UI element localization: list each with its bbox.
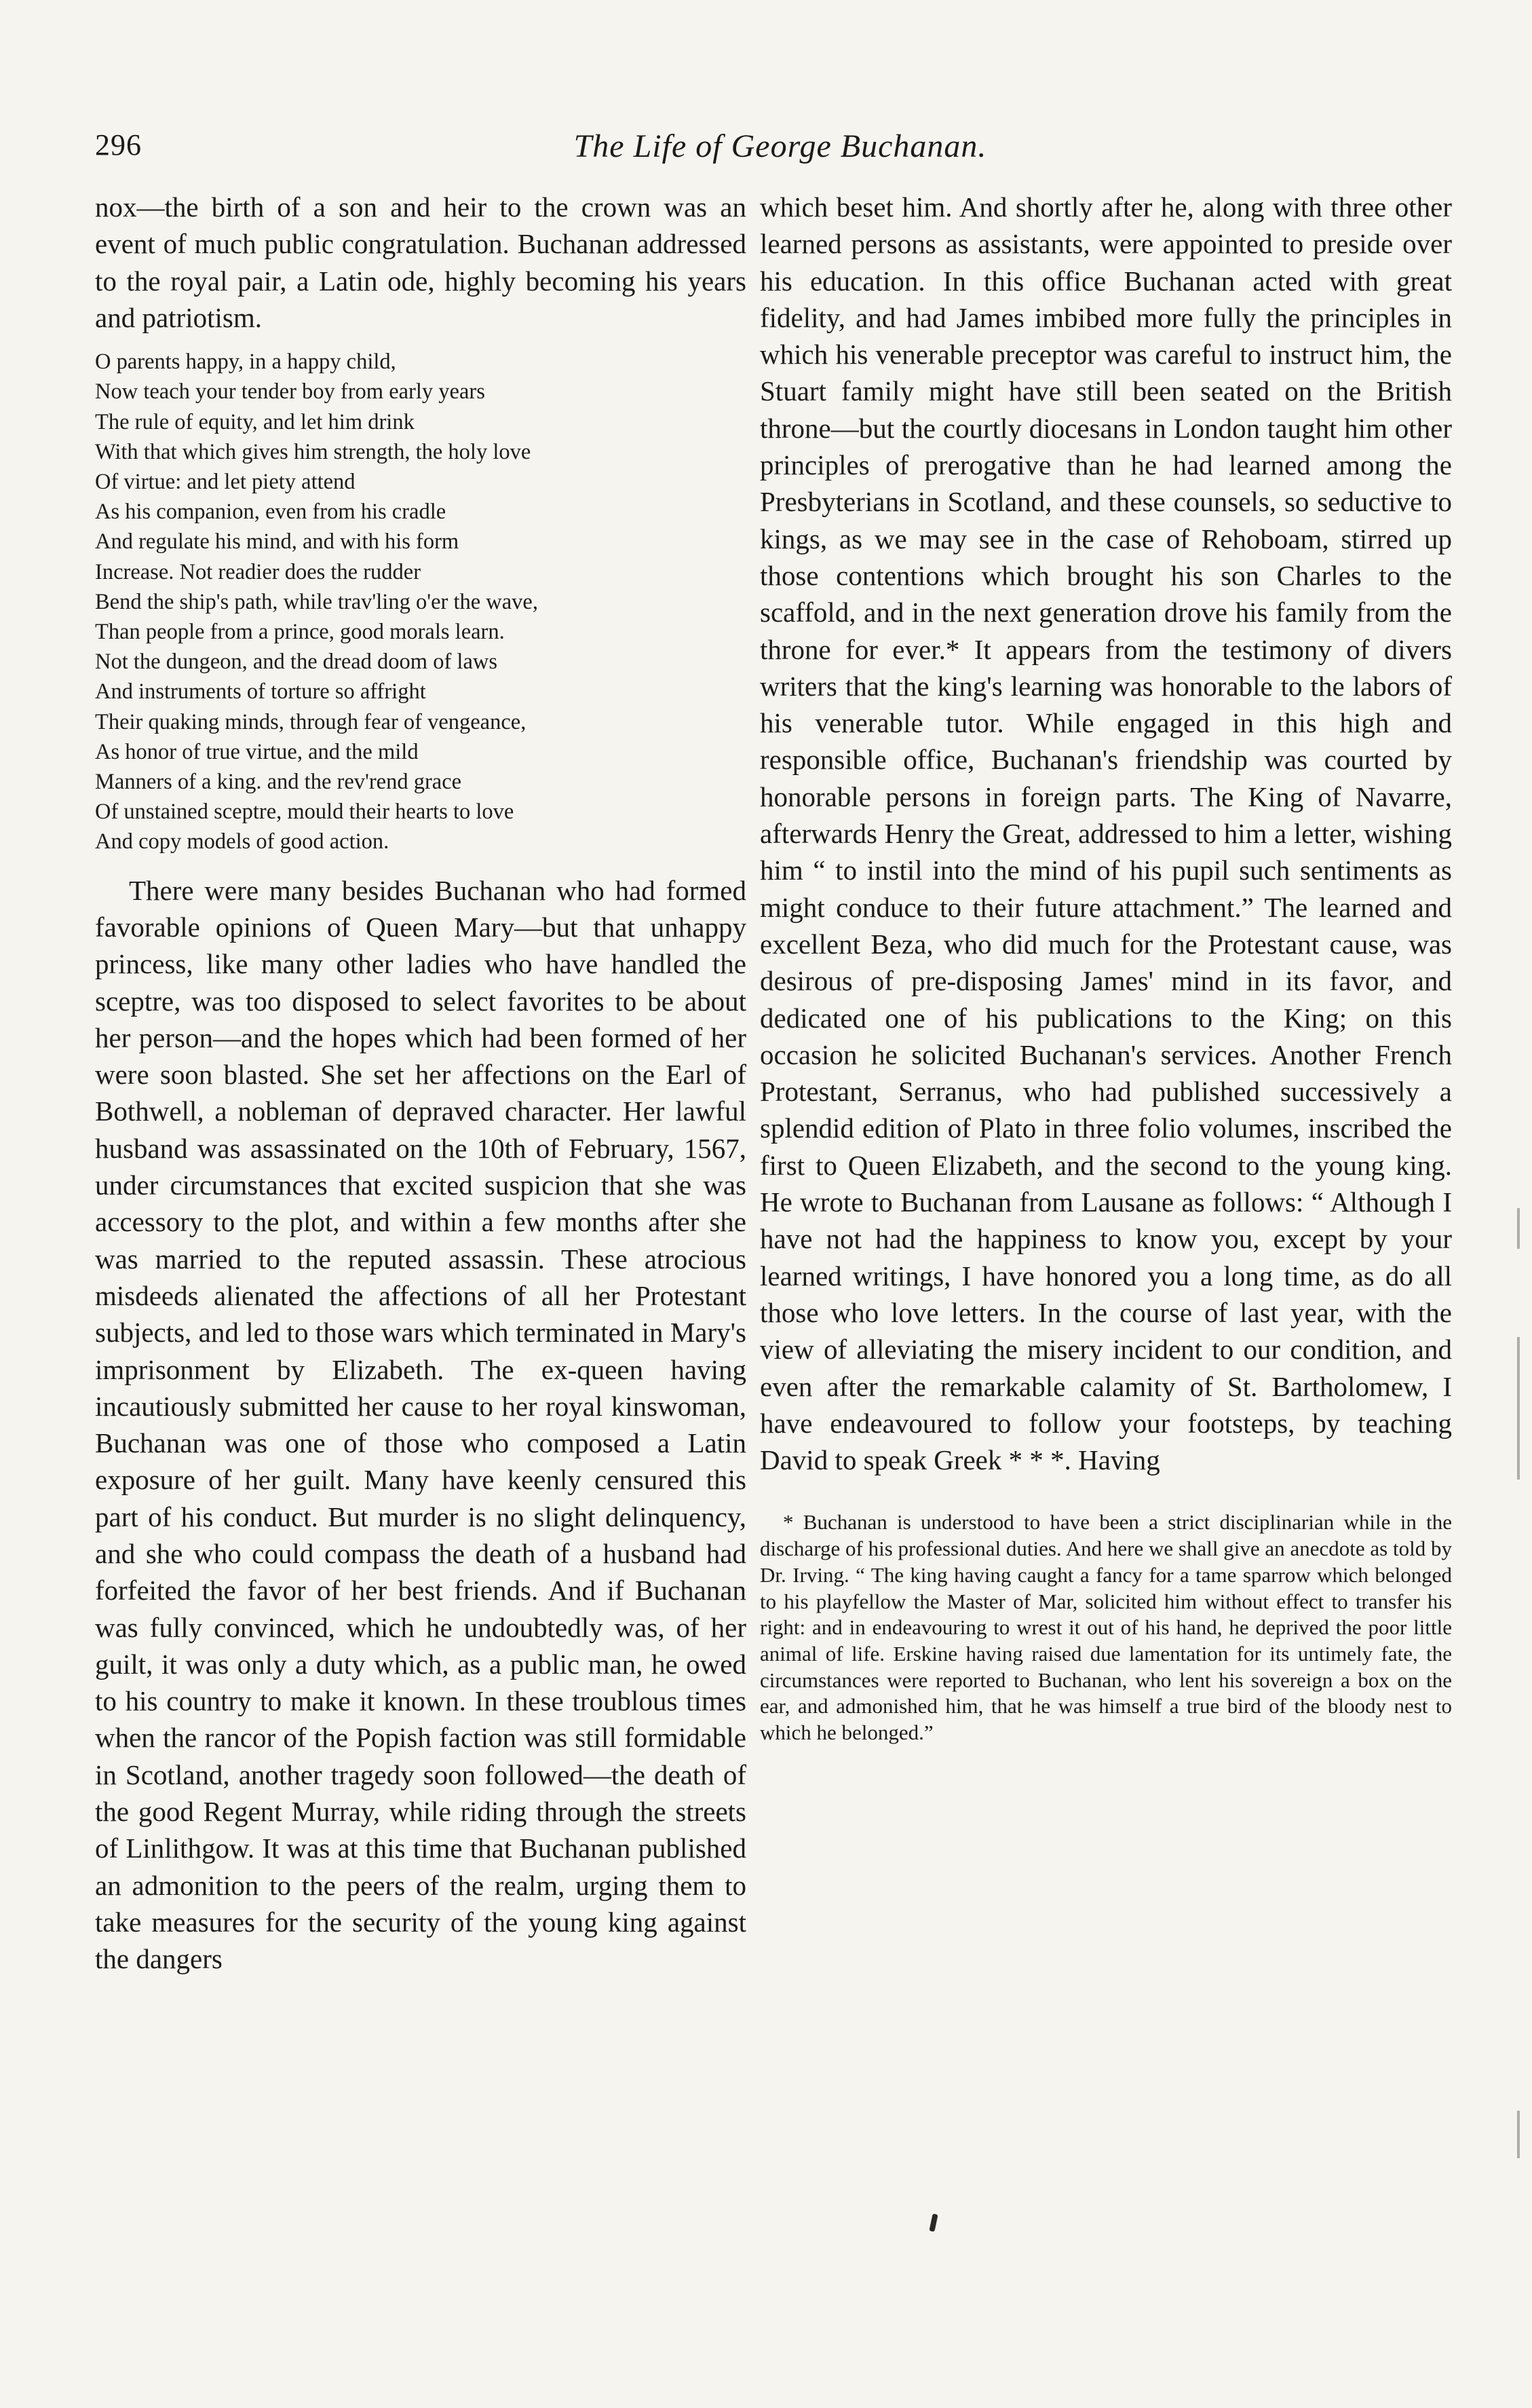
verse-line: And instruments of torture so affright: [95, 679, 426, 704]
left-paragraph-2: There were many besides Buchanan who had formed favorable opinions of Queen Mary—but that unhappy princess, like many other ladies who have handled the sceptre, was too disposed to select favorites to be about her person—and the hopes which had been formed of her were soon blasted. She set her affections on the Earl of Bothwell, a nobleman of depraved character. Her lawful husband was assassinated on the 10th of February, 1567, under circumstances that excited suspicion that she was accessory to the plot, and within a few months after she was married to the reputed assassin. These atrocious misdeeds alienated the affections of all her Protestant subjects, and led to those wars which terminated in Mary's imprisonment by Elizabeth. The ex-queen having incautiously submitted her cause to her royal kinswoman, Buchanan was one of those who composed a Latin exposure of her guilt. Many have keenly censured this part of his conduct. But murder is no slight delinquency, and she who could compass the death of a husband had forfeited the favor of her best friends. And if Buchanan was fully convinced, which he undoubtedly was, of her guilt, it was only a duty which, as a public man, he owed to his country to make it known. In these troublous times when the rancor of the Popish faction was still formidable in Scotland, another tragedy soon followed—the death of the good Regent Murray, while riding through the streets of Linlithgow. It was at this time that Buchanan published an admonition to the peers of the realm, urging them to take measures for the security of the young king against the dangers: [95, 874, 746, 1975]
verse-line: As honor of true virtue, and the mild: [95, 739, 419, 764]
page-header: [95, 128, 1466, 168]
verse-line: Of unstained sceptre, mould their hearts to love: [95, 799, 514, 825]
right-paragraph-1: which beset him. And shortly after he, along with three other learned persons as assistants, were appointed to preside over his education. In this office Buchanan acted with great fidelity, and had James imbibed more fully the principles in which his venerable preceptor was careful to instruct him, the Stuart family might have still been seated on the British throne—but the courtly diocesans in London taught him other principles of prerogative than he had learned among the Presbyterians in Scotland, and these counsels, so seductive to kings, as we may see in the case of Rehoboam, stirred up those contentions which brought his son Charles to the scaffold, and in the next generation drove his family from the throne for ever.* It appears from the testimony of divers writers that the king's learning was honorable to the labors of his venerable tutor. While engaged in this high and responsible office, Buchanan's friendship was courted by honorable persons in foreign parts. The King of Navarre, afterwards Henry the Great, addressed to him a letter, wishing him “ to instil into the mind of his pupil such sentiments as might conduce to their future attachment.” The learned and excellent Beza, who did much for the Protestant cause, was desirous of pre-disposing James' mind in its favor, and dedicated one of his publications to the King; on this occasion he solicited Buchanan's services. Another French Protestant, Serranus, who had published successively a splendid edition of Plato in three folio volumes, inscribed the first to Queen Elizabeth, and the second to the young king. He wrote to Buchanan from Lausane as follows: “ Although I have not had the happiness to know you, except by your learned writings, I have honored you a long time, as do all those who love letters. In the course of last year, with the view of alleviating the misery incident to our condition, and even after the remarkable calamity of St. Bartholomew, I have endeavoured to follow your footsteps, by teaching David to speak Greek * * *. Having: [760, 191, 1452, 1476]
left-column: [95, 189, 746, 1978]
verse-line: The rule of equity, and let him drink: [95, 409, 415, 434]
verse-line: Not the dungeon, and the dread doom of laws: [95, 650, 497, 675]
footnote: * Buchanan is understood to have been a strict disciplinarian while in the discharge of his professional duties. And here we shall give an anecdote as told by Dr. Irving. “ The king having caught a fancy for a tame sparrow which belonged to his playfellow the Master of Mar, solicited him without effect to transfer his right: and in endeavouring to wrest it out of his hand, he deprived the poor little animal of life. Erskine having raised due lamentation for its untimely fate, the circumstances were reported to Buchanan, who lent his sovereign a box on the ear, and admonished him, that he was himself a true bird of the bloody nest to which he belonged.”: [760, 1510, 1452, 1745]
verse-line: Increase. Not readier does the rudder: [95, 559, 421, 584]
verse-line: Now teach your tender boy from early years: [95, 379, 485, 405]
latin-ode-translation: [95, 347, 746, 857]
verse-line: With that which gives him strength, the holy love: [95, 439, 531, 464]
verse-line: Bend the ship's path, while trav'ling o'er the wave,: [95, 589, 538, 614]
right-column: [760, 189, 1452, 1767]
verse-line: Of virtue: and let piety attend: [95, 470, 356, 494]
page-number: 296: [95, 128, 142, 162]
verse-line: O parents happy, in a happy child,: [95, 350, 396, 375]
verse-line: Than people from a prince, good morals learn.: [95, 620, 505, 645]
verse-line: Manners of a king. and the rev'rend grace: [95, 770, 462, 795]
margin-bleed-marks: [1493, 1208, 1520, 2260]
left-paragraph-1: nox—the birth of a son and heir to the crown was an event of much public congratulation. Buchanan addressed to the royal pair, a Latin ode, highly becoming his years and patriotism.: [95, 191, 746, 333]
verse-line: As his companion, even from his cradle: [95, 500, 446, 525]
verse-line: And regulate his mind, and with his form: [95, 529, 459, 554]
running-title: The Life of George Buchanan.: [573, 128, 987, 164]
verse-line: Their quaking minds, through fear of vengeance,: [95, 709, 526, 734]
ink-speck: [929, 2213, 938, 2232]
verse-line: And copy models of good action.: [95, 829, 389, 854]
